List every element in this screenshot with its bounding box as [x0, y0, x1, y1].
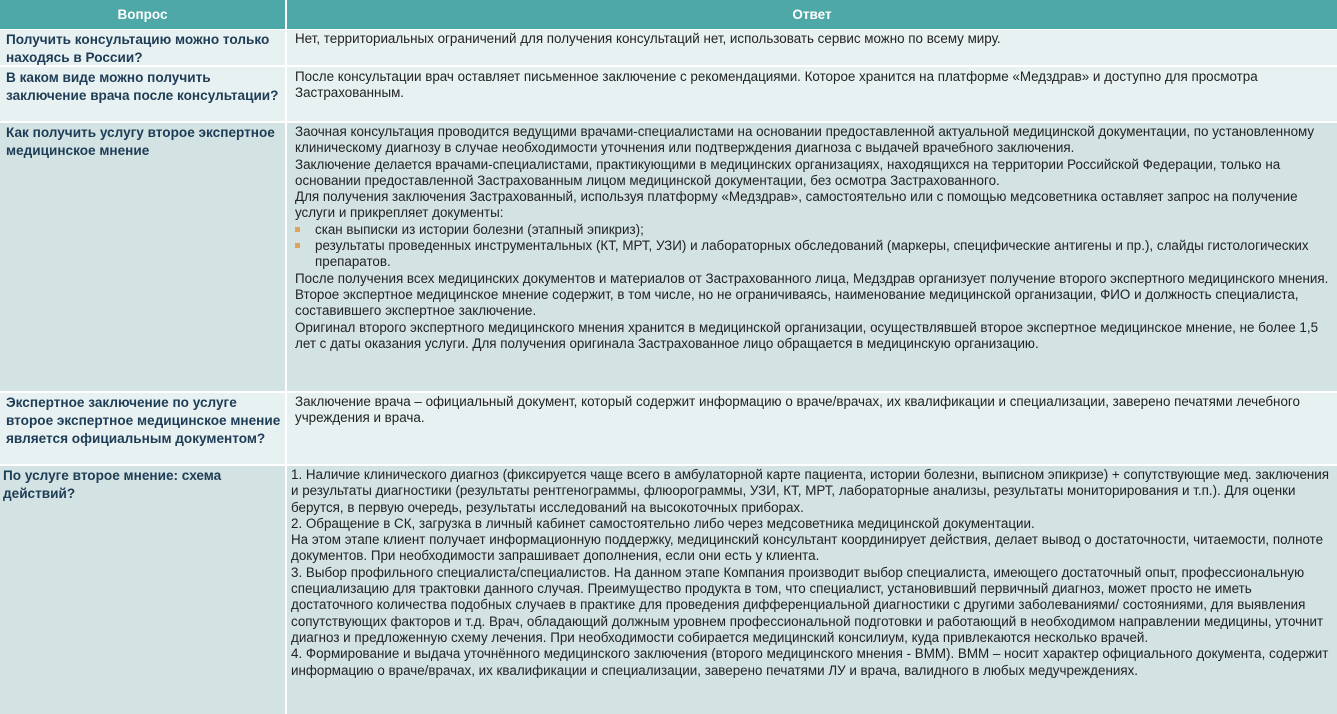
answer-paragraph: Заочная консультация проводится ведущими врачами-специалистами на основании предоставленной актуальной медицинской документации, по установленному клиническому диагнозу в случае необходимости уточнения или подтверждения диагноза с выдачей врачебного заключения. — [295, 124, 1315, 156]
answer-cell — [287, 466, 1337, 714]
table-row — [0, 393, 1337, 464]
question-cell: Получить консультацию можно только находясь в России? — [0, 30, 285, 65]
bullet-marker — [295, 243, 300, 248]
list-item — [295, 238, 1331, 271]
answer-paragraph: После получения всех медицинских документов и материалов от Застрахованного лица, Медздрав организует получение второго экспертного медицинского мнения. — [295, 270, 1329, 286]
answer-paragraph: Заключение делается врачами-специалистами, практикующими в медицинских организациях, находящихся на территории Российской Федерации, только на основании предоставленной Застрахованным лицом медицинской документации, без осмотра Застрахованного. — [295, 156, 1281, 188]
question-cell: Экспертное заключение по услуге второе экспертное медицинское мнение является официальным документом? — [0, 393, 285, 464]
question-cell: В каком виде можно получить заключение врача после консультации? — [0, 67, 285, 121]
answer-paragraph: После консультации врач оставляет письменное заключение с рекомендациями. Которое хранится на платформе «Медздрав» и доступно для просмотра Застрахованным. — [295, 69, 1258, 101]
question-cell: По услуге второе мнение: схема действий? — [0, 466, 285, 714]
answer-cell — [287, 67, 1337, 121]
table-row — [0, 67, 1337, 121]
column-header-answer: Ответ — [287, 0, 1337, 29]
table-row — [0, 123, 1337, 391]
answer-paragraph: Для получения заключения Застрахованный, используя платформу «Медздрав», самостоятельно или с помощью медсоветника оставляет запрос на получение услуги и прикрепляет документы: — [295, 189, 1298, 221]
answer-paragraph: Нет, территориальных ограничений для получения консультаций нет, использовать сервис можно по всему миру. — [295, 31, 1001, 46]
list-item-text: результаты проведенных инструментальных (КТ, МРТ, УЗИ) и лабораторных обследований (маркеры, специфические антигены и пр.), слайды гистологических препаратов. — [315, 238, 1309, 270]
answer-paragraph: Заключение врача – официальный документ, который содержит информацию о враче/врачах, их квалификации и специализации, заверено печатями лечебного учреждения и врача. — [295, 394, 1300, 426]
table-row — [0, 466, 1337, 714]
answer-paragraph: Второе экспертное медицинское мнение содержит, в том числе, но не ограничиваясь, наименование медицинской организации, ФИО и должность специалиста, составившего экспертное заключение. — [295, 286, 1299, 319]
answer-paragraph: На этом этапе клиент получает информационную поддержку, медицинский консультант координирует действия, делает вывод о достаточности, читаемости, полноте документов. При необходимости запрашивает дополнения, если они есть у клиента. — [291, 532, 1324, 564]
list-item-text: скан выписки из истории болезни (этапный эпикриз); — [315, 221, 644, 237]
question-cell: Как получить услугу второе экспертное медицинское мнение — [0, 123, 285, 391]
table-row — [0, 30, 1337, 65]
answer-paragraph: 1. Наличие клинического диагноз (фиксируется чаще всего в амбулаторной карте пациента, истории болезни, выписном эпикризе) + сопутствующие мед. заключения и результаты диагностики (результаты рентгенограммы, флюорограммы, УЗИ, КТ, МРТ, лабораторные анализы, результаты мониторирования и т.п.). Для оценки берутся, в первую очередь, результаты исследований на высокоточных приборах. — [291, 467, 1330, 515]
answer-paragraph: 2. Обращение в СК, загрузка в личный кабинет самостоятельно либо через медсоветника медицинской документации. — [291, 515, 1035, 531]
answer-cell — [287, 393, 1337, 464]
answer-cell — [287, 30, 1337, 65]
answer-paragraph: 4. Формирование и выдача уточнённого медицинского заключения (второго медицинского мнения - ВММ). ВММ – носит характер официального документа, содержит информацию о враче/врачах, их квалификации и специализации, заверено печатями ЛУ и врача, валидного в любых медучреждениях. — [291, 646, 1329, 678]
answer-paragraph: Оригинал второго экспертного медицинского мнения хранится в медицинской организации, осуществлявшей второе экспертное медицинское мнение, не более 1,5 лет с даты оказания услуги. Для получения оригинала Застрахованное лицо обращается в медицинскую организацию. — [295, 319, 1319, 351]
answer-paragraph: 3. Выбор профильного специалиста/специалистов. На данном этапе Компания производит выбор специалиста, имеющего достаточный опыт, профессиональную специализацию для трактовки данного случая. Преимущество продукта в том, что специалист, установивший первичный диагноз, может просто не иметь достаточного количества подобных случаев в практике для проведения дифференциальной диагностики с другими заболеваниями/ состояниями, для выявления сопутствующих факторов и т.д. Врач, обладающий должным уровнем профессиональной подготовки и работающий в необходимом направлении медицины, уточнит диагноз и предложенную схему лечения. При необходимости собирается медицинский консилиум, куда привлекаются несколько врачей. — [291, 564, 1324, 645]
list-item — [295, 222, 1331, 238]
answer-cell — [287, 123, 1337, 391]
column-header-question: Вопрос — [0, 0, 285, 29]
bullet-marker — [295, 227, 300, 232]
